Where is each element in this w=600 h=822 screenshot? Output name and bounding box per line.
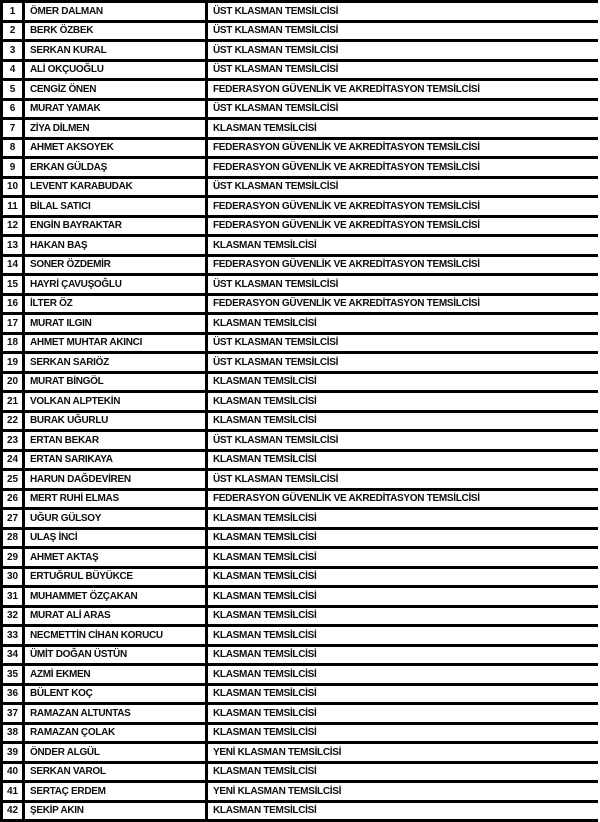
table-row [3,725,598,745]
name-cell: BİLAL SATICI [25,198,208,215]
table-row [3,569,598,589]
title-cell: FEDERASYON GÜVENLİK VE AKREDİTASYON TEMSİLCİSİ [213,83,480,95]
title-cell: YENİ KLASMAN TEMSİLCİSİ [213,746,342,758]
name-cell: BURAK UĞURLU [25,413,208,430]
table-row [3,510,598,530]
row-number-cell: 40 [3,764,25,781]
row-number-cell: 41 [3,783,25,800]
name-cell: MURAT BİNGÖL [25,374,208,391]
row-number-cell: 11 [3,198,25,215]
name-cell: MURAT YAMAK [25,101,208,118]
table-row [3,413,598,433]
title-cell: KLASMAN TEMSİLCİSİ [213,610,317,622]
title-cell: FEDERASYON GÜVENLİK VE AKREDİTASYON TEMSİLCİSİ [213,142,480,154]
name-cell: MURAT ALİ ARAS [25,608,208,625]
title-cell: KLASMAN TEMSİLCİSİ [213,415,317,427]
table-row [3,354,598,374]
title-cell: ÜST KLASMAN TEMSİLCİSİ [213,44,339,56]
name-cell: CENGİZ ÖNEN [25,81,208,98]
table-row [3,491,598,511]
name-cell: SERKAN VAROL [25,764,208,781]
title-cell: ÜST KLASMAN TEMSİLCİSİ [213,103,339,115]
row-number-cell: 7 [3,120,25,137]
title-cell: FEDERASYON GÜVENLİK VE AKREDİTASYON TEMSİLCİSİ [213,493,480,505]
name-cell: MURAT ILGIN [25,315,208,332]
row-number-cell: 31 [3,588,25,605]
title-cell: ÜST KLASMAN TEMSİLCİSİ [213,181,339,193]
row-number-cell: 10 [3,179,25,196]
name-cell: BÜLENT KOÇ [25,686,208,703]
row-number-cell: 9 [3,159,25,176]
title-cell: KLASMAN TEMSİLCİSİ [213,629,317,641]
row-number-cell: 23 [3,432,25,449]
name-cell: ALİ OKÇUOĞLU [25,62,208,79]
row-number-cell: 34 [3,647,25,664]
row-number-cell: 15 [3,276,25,293]
name-cell: ERTUĞRUL BÜYÜKCE [25,569,208,586]
table-row [3,783,598,803]
table-row [3,23,598,43]
title-cell: KLASMAN TEMSİLCİSİ [213,395,317,407]
row-number-cell: 42 [3,803,25,820]
title-cell: ÜST KLASMAN TEMSİLCİSİ [213,473,339,485]
table-row [3,705,598,725]
name-cell: ŞEKİP AKIN [25,803,208,820]
title-cell: FEDERASYON GÜVENLİK VE AKREDİTASYON TEMSİLCİSİ [213,298,480,310]
table-row [3,432,598,452]
table-row [3,62,598,82]
row-number-cell: 12 [3,218,25,235]
row-number-cell: 30 [3,569,25,586]
table-row [3,81,598,101]
name-cell: SONER ÖZDEMİR [25,257,208,274]
table-row [3,198,598,218]
row-number-cell: 21 [3,393,25,410]
name-cell: RAMAZAN ÇOLAK [25,725,208,742]
title-cell: KLASMAN TEMSİLCİSİ [213,239,317,251]
name-cell: ERKAN GÜLDAŞ [25,159,208,176]
row-number-cell: 24 [3,452,25,469]
name-cell: ERTAN SARIKAYA [25,452,208,469]
name-cell: RAMAZAN ALTUNTAS [25,705,208,722]
title-cell: KLASMAN TEMSİLCİSİ [213,454,317,466]
table-row [3,627,598,647]
title-cell: KLASMAN TEMSİLCİSİ [213,727,317,739]
table-row [3,296,598,316]
name-cell: ZİYA DİLMEN [25,120,208,137]
name-cell: ERTAN BEKAR [25,432,208,449]
name-cell: AZMİ EKMEN [25,666,208,683]
row-number-cell: 39 [3,744,25,761]
row-number-cell: 37 [3,705,25,722]
name-cell: ULAŞ İNCİ [25,530,208,547]
title-cell: KLASMAN TEMSİLCİSİ [213,707,317,719]
row-number-cell: 1 [3,3,25,20]
name-cell: SERKAN KURAL [25,42,208,59]
title-cell: FEDERASYON GÜVENLİK VE AKREDİTASYON TEMSİLCİSİ [213,161,480,173]
name-cell: AHMET AKSOYEK [25,140,208,157]
title-cell: KLASMAN TEMSİLCİSİ [213,649,317,661]
table-row [3,588,598,608]
title-cell: KLASMAN TEMSİLCİSİ [213,551,317,563]
title-cell: KLASMAN TEMSİLCİSİ [213,805,317,817]
table-row [3,393,598,413]
row-number-cell: 16 [3,296,25,313]
row-number-cell: 3 [3,42,25,59]
row-number-cell: 32 [3,608,25,625]
name-cell: AHMET AKTAŞ [25,549,208,566]
table-row [3,764,598,784]
table-row [3,218,598,238]
row-number-cell: 17 [3,315,25,332]
title-cell: KLASMAN TEMSİLCİSİ [213,571,317,583]
table-row [3,452,598,472]
row-number-cell: 5 [3,81,25,98]
table-row [3,530,598,550]
title-cell: KLASMAN TEMSİLCİSİ [213,688,317,700]
row-number-cell: 28 [3,530,25,547]
name-cell: MUHAMMET ÖZÇAKAN [25,588,208,605]
row-number-cell: 20 [3,374,25,391]
table-row [3,276,598,296]
table-row [3,315,598,335]
table-row [3,549,598,569]
table-row [3,3,598,23]
name-cell: VOLKAN ALPTEKİN [25,393,208,410]
title-cell: KLASMAN TEMSİLCİSİ [213,376,317,388]
title-cell: KLASMAN TEMSİLCİSİ [213,590,317,602]
title-cell: FEDERASYON GÜVENLİK VE AKREDİTASYON TEMSİLCİSİ [213,200,480,212]
name-cell: MERT RUHİ ELMAS [25,491,208,508]
table-row [3,471,598,491]
name-cell: ENGİN BAYRAKTAR [25,218,208,235]
title-cell: ÜST KLASMAN TEMSİLCİSİ [213,64,339,76]
title-cell: FEDERASYON GÜVENLİK VE AKREDİTASYON TEMSİLCİSİ [213,259,480,271]
table-row [3,120,598,140]
name-cell: UĞUR GÜLSOY [25,510,208,527]
table-row [3,608,598,628]
table-row [3,686,598,706]
table-row [3,374,598,394]
title-cell: KLASMAN TEMSİLCİSİ [213,512,317,524]
row-number-cell: 8 [3,140,25,157]
row-number-cell: 26 [3,491,25,508]
name-cell: AHMET MUHTAR AKINCI [25,335,208,352]
name-cell: SERKAN SARIÖZ [25,354,208,371]
row-number-cell: 2 [3,23,25,40]
row-number-cell: 14 [3,257,25,274]
table-row [3,42,598,62]
table-row [3,257,598,277]
title-cell: KLASMAN TEMSİLCİSİ [213,668,317,680]
name-cell: HARUN DAĞDEVİREN [25,471,208,488]
row-number-cell: 22 [3,413,25,430]
table-row [3,101,598,121]
name-cell: HAYRİ ÇAVUŞOĞLU [25,276,208,293]
table-row [3,237,598,257]
row-number-cell: 27 [3,510,25,527]
table-row [3,179,598,199]
title-cell: KLASMAN TEMSİLCİSİ [213,317,317,329]
table-row [3,647,598,667]
title-cell: ÜST KLASMAN TEMSİLCİSİ [213,337,339,349]
title-cell: ÜST KLASMAN TEMSİLCİSİ [213,434,339,446]
table-row [3,666,598,686]
name-cell: ÜMİT DOĞAN ÜSTÜN [25,647,208,664]
title-cell: ÜST KLASMAN TEMSİLCİSİ [213,25,339,37]
row-number-cell: 19 [3,354,25,371]
title-cell: KLASMAN TEMSİLCİSİ [213,766,317,778]
table-row [3,159,598,179]
row-number-cell: 13 [3,237,25,254]
row-number-cell: 38 [3,725,25,742]
table-row [3,140,598,160]
name-cell: ÖNDER ALGÜL [25,744,208,761]
row-number-cell: 25 [3,471,25,488]
title-cell: YENİ KLASMAN TEMSİLCİSİ [213,785,342,797]
row-number-cell: 4 [3,62,25,79]
name-cell: NECMETTİN CİHAN KORUCU [25,627,208,644]
table-row [3,335,598,355]
name-cell: BERK ÖZBEK [25,23,208,40]
name-cell: LEVENT KARABUDAK [25,179,208,196]
name-cell: HAKAN BAŞ [25,237,208,254]
title-cell: FEDERASYON GÜVENLİK VE AKREDİTASYON TEMSİLCİSİ [213,220,480,232]
table-row [3,744,598,764]
row-number-cell: 35 [3,666,25,683]
title-cell: KLASMAN TEMSİLCİSİ [213,532,317,544]
row-number-cell: 18 [3,335,25,352]
name-cell: İLTER ÖZ [25,296,208,313]
row-number-cell: 36 [3,686,25,703]
title-cell: ÜST KLASMAN TEMSİLCİSİ [213,278,339,290]
title-cell: ÜST KLASMAN TEMSİLCİSİ [213,356,339,368]
row-number-cell: 33 [3,627,25,644]
row-number-cell: 6 [3,101,25,118]
table-row [3,803,598,822]
title-cell: KLASMAN TEMSİLCİSİ [213,122,317,134]
name-cell: ÖMER DALMAN [25,3,208,20]
row-number-cell: 29 [3,549,25,566]
title-cell: ÜST KLASMAN TEMSİLCİSİ [213,5,339,17]
name-cell: SERTAÇ ERDEM [25,783,208,800]
